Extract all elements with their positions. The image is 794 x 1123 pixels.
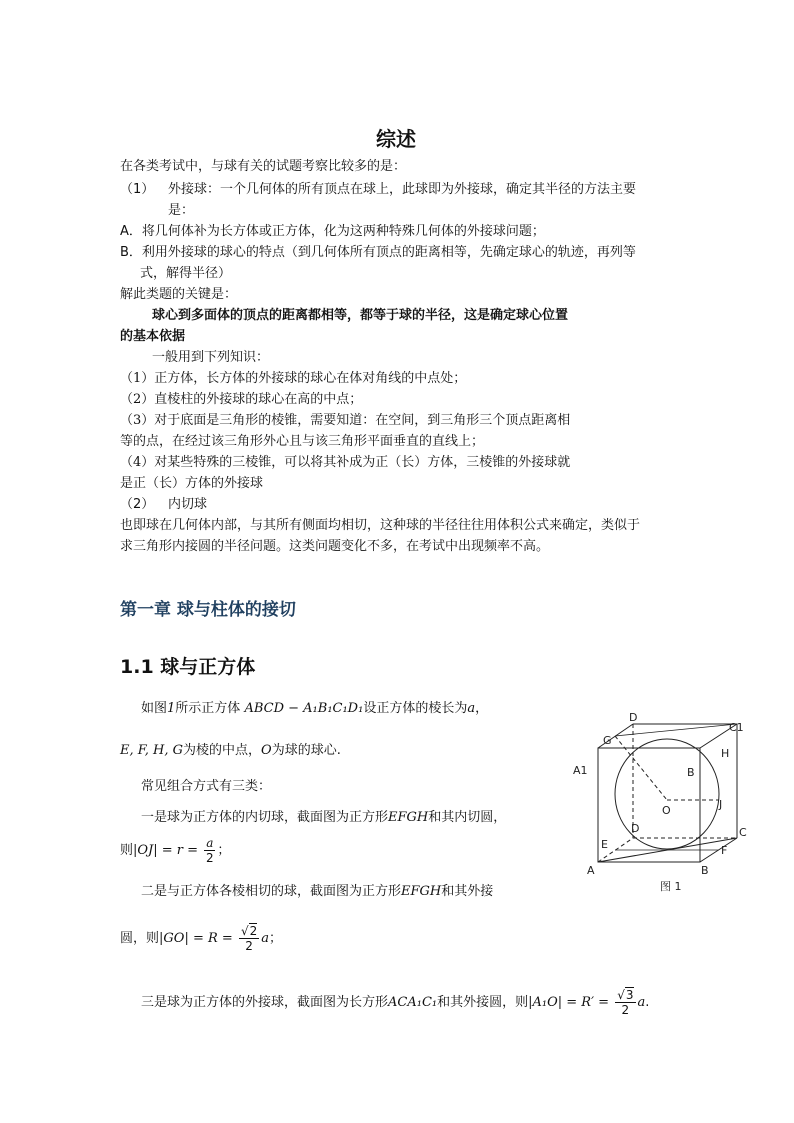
label-C1: C1: [729, 721, 744, 734]
label-D: D: [629, 712, 638, 724]
label-J: J: [719, 798, 723, 811]
knowledge-2: （2）直棱柱的外接球的球心在高的中点；: [120, 392, 363, 407]
method-b-cont: 式，解得半径）: [140, 266, 232, 281]
knowledge-4a: （4）对某些特殊的三棱锥，可以将其补成为正（长）方体，三棱锥的外接球就: [120, 455, 571, 470]
inner-ball-b: 求三角形内接圆的半径问题。这类问题变化不多，在考试中出现频率不高。: [120, 539, 550, 554]
key-point-line1: 球心到多面体的顶点的距离都相等，都等于球的半径，这是确定球心位置: [152, 308, 569, 323]
figure-caption: 图 1: [660, 880, 682, 893]
label-B1: B: [687, 766, 695, 779]
key-point-line2: 的基本依据: [120, 329, 186, 344]
label-E: E: [601, 838, 608, 851]
item2-label: （2）: [120, 497, 155, 512]
para-midpoints: E, F, H, G为棱的中点，O为球的球心.: [120, 743, 341, 758]
method-a: A．将几何体补为长方体或正方体，化为这两种特殊几何体的外接球问题；: [120, 224, 545, 239]
label-G: G: [603, 734, 612, 747]
hidden-go: [615, 736, 667, 800]
item2-text: 内切球: [168, 497, 208, 512]
knowledge-1: （1）正方体，长方体的外接球的球心在体对角线的中点处；: [120, 371, 467, 386]
label-F: F: [721, 844, 728, 857]
label-D-lower: D: [631, 822, 640, 835]
type-2-line: 二是与正方体各棱相切的球，截面图为正方形EFGH和其外接: [141, 884, 494, 899]
type-3-line: 三是球为正方体的外接球，截面图为长方形ACA₁C₁和其外接圆，则|A₁O| = R′ = $\frac{√3}{2}$ a.: [141, 988, 650, 1017]
item1-label: （1）: [120, 182, 155, 197]
general-knowledge: 一般用到下列知识：: [152, 350, 270, 365]
knowledge-3b: 等的点，在经过该三角形外心且与该三角形平面垂直的直线上；: [120, 434, 485, 449]
label-A: A: [587, 864, 595, 877]
back-face-visible: [633, 724, 737, 838]
para-common: 常见组合方式有三类：: [141, 779, 272, 794]
type-1-line: 一是球为正方体的内切球，截面图为正方形EFGH和其内切圆，: [141, 810, 507, 825]
item1-cont: 是：: [168, 203, 195, 218]
section-heading: 1.1 球与正方体: [120, 656, 256, 678]
label-O: O: [662, 804, 671, 817]
key-intro: 解此类题的关键是：: [120, 287, 238, 302]
label-B: B: [701, 864, 709, 877]
inner-ball-a: 也即球在几何体内部，与其所有侧面均相切，这种球的半径往往用体积公式来确定，类似于: [120, 518, 641, 533]
para-figure-ref: 如图1所示正方体 ABCD − A₁B₁C₁D₁设正方体的棱长为a，: [141, 701, 489, 716]
knowledge-3a: （3）对于底面是三角形的棱锥，需要知道：在空间，到三角形三个顶点距离相: [120, 413, 571, 428]
label-H: H: [721, 747, 730, 760]
method-b: B．利用外接球的球心的特点（到几何体所有顶点的距离相等，先确定球心的轨迹，再列等: [120, 245, 636, 260]
cube-sphere-figure: [565, 712, 755, 897]
front-face: [598, 748, 700, 862]
item1-text: 外接球：一个几何体的所有顶点在球上，此球即为外接球，确定其半径的方法主要: [168, 182, 637, 197]
type-1-formula: 则|OJ| = r = $\frac{a}{2}$ ；: [120, 836, 231, 865]
intro-text: 在各类考试中，与球有关的试题考察比较多的是：: [120, 159, 407, 174]
label-C: C: [739, 826, 747, 839]
type-2-formula: 圆，则|GO| = R = $\frac{√2}{2}$ a；: [120, 924, 283, 953]
chapter-heading: 第一章 球与柱体的接切: [120, 600, 296, 620]
page-title: 综述: [376, 127, 416, 151]
label-A1: A1: [573, 764, 588, 777]
knowledge-4b: 是正（长）方体的外接球: [120, 476, 264, 491]
